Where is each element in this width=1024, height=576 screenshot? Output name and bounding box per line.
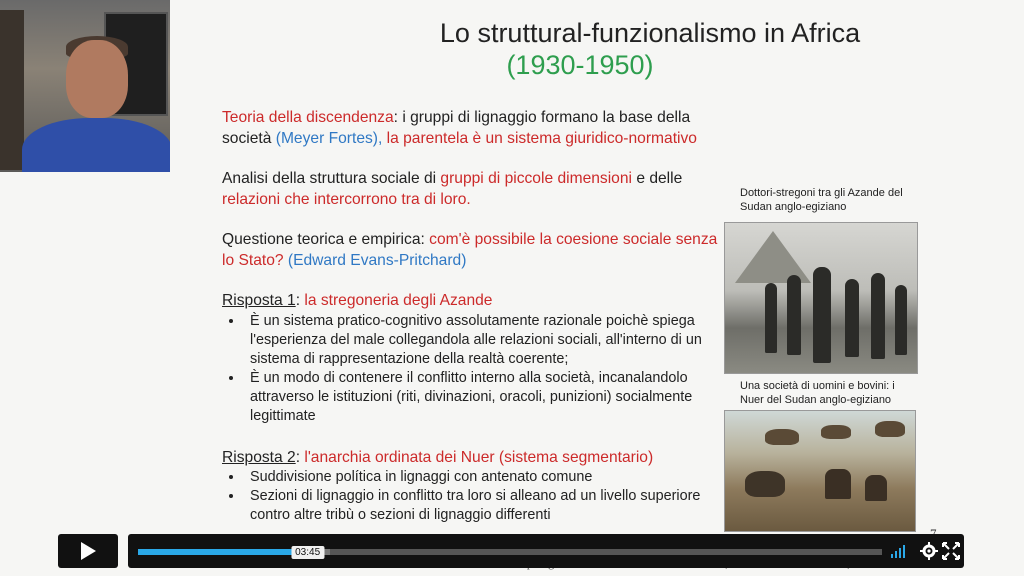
photo-caption-azande: Dottori-stregoni tra gli Azande del Sudan anglo-egiziano [740,187,903,213]
cow-shape [875,421,905,437]
time-tooltip: 03:45 [291,546,324,559]
text-red: relazioni che intercorrono tra di loro. [222,190,471,208]
paragraph-social-structure [222,169,722,210]
text-plain: : i gruppi di lignaggio formano la base della società [222,109,691,147]
answer-2-bullets [222,468,722,525]
answer-1-label: Risposta 1 [222,292,296,309]
answer-2-heading [222,448,722,469]
answer-1-heading [222,291,722,312]
list-item: • Suddivisione política in lignaggi con antenato comune [244,468,722,487]
colon: : [295,292,305,309]
text-blue: (Edward Evans-Pritchard) [283,251,467,269]
text-red: gruppi di piccole dimensioni [440,170,632,187]
text-red: Teoria della discendenza [222,109,394,126]
photo-nuer-cattle [724,410,916,532]
photo-caption-nuer: Una società di uomini e bovini: i Nuer del Sudan anglo-egiziano [740,380,895,406]
text-plain: Analisi della struttura sociale di [222,170,441,187]
person-figure [787,275,801,355]
webcam-overlay [0,0,170,172]
slide-title: Lo struttural-funzionalismo in Africa [439,18,861,48]
webcam-bookshelf [0,10,24,170]
answer-1-title: la stregoneria degli Azande [304,292,493,309]
settings-icon[interactable] [920,542,938,560]
text-plain: e delle [632,170,683,187]
text-blue: (Meyer Fortes), [275,129,383,147]
progress-played [138,549,308,555]
colon: : [295,448,305,466]
play-icon [79,541,97,561]
list-item: • È un sistema pratico-cognitivo assolutamente razionale poichè spiega l'esperienza del male collegandola alle relazioni sociali, all'interno di un sistema di rappresentazione della realtà coerente; [244,312,722,369]
person-figure [825,469,851,499]
slide-body [222,108,722,525]
video-player-controls [58,534,964,568]
answer-2-title: l'anarchia ordinata dei Nuer (sistema segmentario) [304,448,654,466]
hut-shape [735,231,811,283]
cow-shape [765,429,799,445]
cow-shape [821,425,851,439]
fullscreen-icon[interactable] [942,542,960,560]
text-red: la parentela è un sistema giuridico-normativo [382,129,697,147]
answer-2 [222,448,722,526]
text-plain: Questione teorica e empirica: [222,231,430,248]
paragraph-question [222,230,722,271]
presenter-head [66,40,128,118]
slide-subtitle: (1930-1950) [506,50,654,80]
person-figure [895,285,907,355]
list-item: • Sezioni di lignaggio in conflitto tra loro si alleano ad un livello superiore contro altre tribù o sezioni di lignaggio differenti [244,487,722,525]
photo-azande-witch-doctors [724,222,918,374]
person-figure [865,475,887,501]
person-figure [813,267,831,363]
cow-shape [745,471,785,497]
answer-1 [222,291,722,426]
control-bar [128,534,964,568]
text-red: com'è possibile la coesione sociale senza lo Stato? [222,231,718,269]
play-button[interactable] [58,534,118,568]
volume-icon[interactable] [890,542,908,560]
progress-track[interactable] [138,547,882,558]
paragraph-descent-theory [222,108,722,149]
answer-2-label: Risposta 2 [222,448,296,466]
list-item: • È un modo di contenere il conflitto interno alla società, incanalandolo attraverso le istituzioni (riti, divinazioni, oracoli, punizioni) socialmente legittimate [244,369,722,426]
person-figure [765,283,777,353]
person-figure [871,273,885,359]
presenter-body [22,118,170,172]
person-figure [845,279,859,357]
answer-1-bullets [222,312,722,426]
